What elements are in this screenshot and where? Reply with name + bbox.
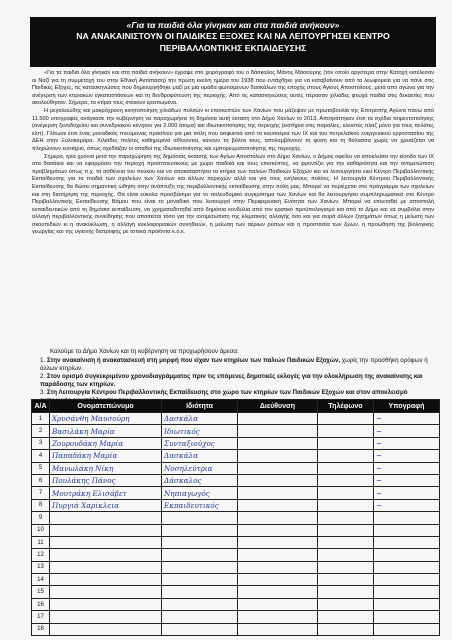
table-row	[32, 474, 440, 486]
demand-text: Στη Λειτουργία Κέντρου Περιβαλλοντικής Εκπαίδευσης στο χώρο των κτηρίων των Παιδικών Εξοχών και στον αποκλεισμό	[46, 389, 408, 396]
row-number: 5	[32, 462, 50, 474]
signer-phone	[318, 598, 374, 610]
signer-signature	[374, 611, 440, 623]
signer-address	[238, 536, 318, 548]
signer-role	[162, 549, 238, 561]
table-header-row	[32, 400, 440, 413]
signer-signature: ~	[374, 425, 440, 437]
row-number: 2	[32, 425, 50, 437]
signer-role: Νηπιαγωγός	[162, 487, 238, 499]
signer-name: Πουλάκης Πάνος	[50, 474, 162, 486]
row-number: 14	[32, 574, 50, 586]
signer-phone	[318, 413, 374, 425]
table-row	[32, 623, 440, 635]
row-number: 16	[32, 598, 50, 610]
petition-body	[32, 70, 434, 237]
signer-address	[238, 623, 318, 635]
signer-name	[50, 574, 162, 586]
demands-section	[40, 348, 432, 405]
signer-phone	[318, 536, 374, 548]
signer-signature: ~	[374, 462, 440, 474]
row-number: 9	[32, 512, 50, 524]
demand-number: 3.	[40, 389, 46, 396]
signer-name	[50, 561, 162, 573]
table-row	[32, 413, 440, 425]
signer-role	[162, 586, 238, 598]
row-number: 12	[32, 549, 50, 561]
signer-role: Δάσκαλος	[162, 474, 238, 486]
row-number: 17	[32, 611, 50, 623]
signer-address	[238, 598, 318, 610]
signer-role	[162, 611, 238, 623]
signer-name: Μανωλάκη Νίκη	[50, 462, 162, 474]
signer-name: Χρυσάνθη Μαυσούρη	[50, 413, 162, 425]
signer-phone	[318, 462, 374, 474]
signer-signature: ~	[374, 450, 440, 462]
table-row	[32, 574, 440, 586]
signer-role: Νοσηλεύτρια	[162, 462, 238, 474]
signer-signature	[374, 512, 440, 524]
signer-signature: ~	[374, 487, 440, 499]
signer-role	[162, 574, 238, 586]
col-header-name: Ονοματεπώνυμο	[50, 400, 162, 413]
signer-name	[50, 611, 162, 623]
signer-address	[238, 524, 318, 536]
signer-phone	[318, 437, 374, 449]
row-number: 15	[32, 586, 50, 598]
signer-signature	[374, 524, 440, 536]
signer-signature	[374, 561, 440, 573]
signer-name: Πυργιά Χαρίκλεια	[50, 499, 162, 511]
demands-intro: Καλούμε το Δήμο Χανίων και τη κυβέρνηση να προχωρήσουν άμεσα:	[50, 348, 239, 355]
signer-role: Εκπαιδευτικός	[162, 499, 238, 511]
signer-phone	[318, 524, 374, 536]
col-header-aa: Α/Α	[32, 400, 50, 413]
signer-signature	[374, 574, 440, 586]
table-row	[32, 611, 440, 623]
row-number: 11	[32, 536, 50, 548]
signer-phone	[318, 450, 374, 462]
signer-signature: ~	[374, 437, 440, 449]
table-row	[32, 598, 440, 610]
signer-role: Συνταξιούχος	[162, 437, 238, 449]
signature-table	[31, 399, 440, 636]
col-header-role: Ιδιότητα	[162, 400, 238, 413]
demand-text: Στην ανακαίνιση ή ανακατασκευή στη μορφή που είχαν των κτηρίων των παλιών Παιδικών Εξοχών,	[46, 357, 341, 364]
signer-role	[162, 561, 238, 573]
signer-role: Δασκάλα	[162, 450, 238, 462]
signer-phone	[318, 425, 374, 437]
row-number: 18	[32, 623, 50, 635]
demand-item	[40, 357, 432, 373]
demand-text-rest: χωρίς την προσθήκη ορόφων ή άλλων κτηρίων.	[40, 357, 428, 372]
signer-address	[238, 512, 318, 524]
signer-phone	[318, 586, 374, 598]
slogan: «Για τα παιδιά όλα γίνηκαν και στα παιδιά ανήκουν»	[126, 20, 340, 30]
paragraph: «Για τα παιδιά όλα γίνηκαν και στα παιδιά ανήκουν» έγραψε στο χειρόγραφό του ο δάσκαλος Μάνος Μασούρης (τον οποίο αργότερα στην Κατοχή εκτέλεσαν οι Ναζί για τη συμμετοχή του στην Εθνική Αντίσταση) την πρώτη εκείνη ημέρα του 1938 που εντάχθηκε για να καταβαίνουν από τα λεωφορεία για να πάνε στις Παιδικές Εξοχές, τις κατασκηνώσεις που δημιουργήθηκε μαζί με μια ομάδα φωτισμένων δασκάλων της εποχής στους Αγίους Αποστόλους, μετά από αγώνα για την ανέγερση των κτιριακών εγκαταστάσεων και τη δενδροφύτευση της περιοχής. Από τις κατασκηνώσεις αυτές πέρασαν χιλιάδες φτωχά παιδιά στις δεκαετίες που ακολούθησαν. Σήμερα, τα κτίρια τους στέκουν ερειπωμένα.	[32, 70, 434, 107]
signature-rows	[32, 413, 440, 636]
signer-signature	[374, 536, 440, 548]
row-number: 3	[32, 437, 50, 449]
signer-name	[50, 549, 162, 561]
table-row	[32, 549, 440, 561]
signer-phone	[318, 487, 374, 499]
signer-phone	[318, 623, 374, 635]
row-number: 10	[32, 524, 50, 536]
signer-role	[162, 512, 238, 524]
row-number: 13	[32, 561, 50, 573]
signer-phone	[318, 512, 374, 524]
paragraph: Σήμερα, τρία χρόνια μετά την παραχώρηση της δημόσιας έκτασης των Αγίων Αποστόλων στο Δήμο Χανίων, ο Δήμος οφείλει να αποκλείσει την είσοδο των ΙΧ στα δασάκια και να εφαρμόσει την περιοχή προστατευτικούς με χώρο παιδικά και τους επισκέπτες, να φροντίζει για την καθαριότητα και την αντιμετώπιση προβλημάτων όπως π.χ. τα ασθένεια του πεύκου και να αποκαταστήσει τα κτήρια των παλιών Παιδικών Εξοχών και να λειτουργήσει εκεί Κέντρο Περιβαλλοντικής Εκπαίδευσης για τα παιδιά των σχολείων των Χανίων και άλλων περιοχών αλλά και για τους ενήλικους πολίτες. Η λειτουργία Κέντρου Περιβαλλοντικής Εκπαίδευσης θα δώσει σημαντική ώθηση στην ανάπτυξη της περιβαλλοντικής εκπαίδευσης στην πόλη μας. Μπορεί να περιέχεται στο πρόγραμμα των σχολείων και στη διατήρηση της περιοχής. Θα είναι εύκολα προσβάσιμο για το πολεοδομικό συγκρότημα των Χανίων και θα λειτουργήσει συμπληρωματικά στο Κέντρο Περιβαλλοντικής Εκπαίδευσης Βάμου που είναι το μοναδικό που λειτουργεί στην Περιφερειακή Ενότητα των Χανίων. Μπορεί να επεκταθεί με αποστολή εκπαιδευτικών από τη δημόσια εκπαίδευση, να χρηματοδοτηθεί από δημόσια κονδύλια από τον κρατικό προϋπολογισμό και από το Δήμο και να συμβάλει στην αλλαγή περιβαλλοντικής συνείδησης που απαιτείται τόσο για την αντιμετώπιση της κλιματικής αλλαγής όσο και για σειρά άλλων ζητημάτων όπως η μείωση των σκουπιδιών κι η ανακύκλωση, η αλλαγή κυκλοφοριακών συνηθειών, η μείωση των αέριων ρύπων και η προστασία των ζώων, η προώθηση της βιολογικής γεωργίας και της υγιεινής διατροφής με τοπικά προϊόντα κ.ο.κ.	[32, 153, 434, 236]
table-row	[32, 499, 440, 511]
demand-text: Στον ορισμό συγκεκριμένου χρονοδιαγράμματος πριν τις επόμενες δημοτικές εκλογές για την ολοκλήρωση της ανακαίνισης και παράδοσης των κτηρίων.	[40, 373, 423, 388]
signer-role	[162, 524, 238, 536]
signer-role: Δασκάλα	[162, 413, 238, 425]
col-header-address: Διεύθυνση	[238, 400, 318, 413]
paragraph: Η μεγαλειώδης και μακρόχρονη κινητοποίηση χιλιάδων πολιτών κι επισκεπτών των Χανίων που μάζεψαν με πρωτοβουλία της Επιτροπής Αγώνα πάνω από 11.500 υπογραφές ανάγκασε την κυβέρνηση να παραχωρήσει τη δημόσια αυτή έκταση στο Δήμο Χανίων το 2013. Αποτράπηκαν έτσι τα σχέδια τσιμεντοποίησης (ανέγερση ξενοδοχείου και συνεδριακού κέντρου για 2.000 άτομα) και ιδιωτικοποίησης της περιοχής (ειστήρια στις παραλίες, κλειστές πλαζ μόνο για τους πελάτες κλπ). Γλίτωσε έτσι ένας μοναδικός πνεύμονας πρασίνου για μια πόλη που ασφυκτιά από τα καυσαέρια των ΙΧ και του πετρελαϊκού ενεργειακού εργοστασίου της ΔΕΗ στην Ξυλοκαμάρα. Χιλιάδες πολίτες καθημερινά αθλούνται, κάνουν τη βόλτα τους, απολαμβάνουν τη φύση και τη θάλασσα χωρίς να χρειάζεται να πληρώνουν εισιτήριο, όπως σχεδίαζαν οι οπαδοί της ιδιωτικοποίησης και εμπορευματοποίησης της περιοχής.	[32, 107, 434, 152]
signer-name	[50, 536, 162, 548]
row-number: 6	[32, 474, 50, 486]
signer-name	[50, 598, 162, 610]
signer-address	[238, 450, 318, 462]
signer-address	[238, 561, 318, 573]
signer-phone	[318, 574, 374, 586]
signer-role	[162, 598, 238, 610]
signer-name	[50, 512, 162, 524]
table-row	[32, 536, 440, 548]
signer-role: Ιδιωτικός	[162, 425, 238, 437]
signer-signature	[374, 623, 440, 635]
signer-role	[162, 536, 238, 548]
signer-name: Βασιλάκη Μαρία	[50, 425, 162, 437]
signer-address	[238, 611, 318, 623]
signer-address	[238, 462, 318, 474]
signer-address	[238, 549, 318, 561]
signer-signature	[374, 586, 440, 598]
signer-signature: ~	[374, 413, 440, 425]
signer-address	[238, 586, 318, 598]
signer-address	[238, 474, 318, 486]
signer-phone	[318, 549, 374, 561]
signer-address	[238, 487, 318, 499]
table-row	[32, 586, 440, 598]
table-row	[32, 524, 440, 536]
demand-number: 1.	[40, 357, 46, 364]
signer-address	[238, 574, 318, 586]
row-number: 8	[32, 499, 50, 511]
signer-address	[238, 413, 318, 425]
table-row	[32, 425, 440, 437]
table-row	[32, 561, 440, 573]
signer-name	[50, 524, 162, 536]
col-header-phone: Τηλέφωνο	[318, 400, 374, 413]
signer-signature: ~	[374, 474, 440, 486]
demand-item	[40, 373, 432, 389]
demand-number: 2.	[40, 373, 46, 380]
table-row	[32, 512, 440, 524]
col-header-signature: Υπογραφή	[374, 400, 440, 413]
signer-address	[238, 499, 318, 511]
signer-name	[50, 586, 162, 598]
table-row	[32, 487, 440, 499]
signer-name: Μουτράκη Ελισάβετ	[50, 487, 162, 499]
signer-signature	[374, 598, 440, 610]
title-banner	[30, 17, 436, 67]
table-row	[32, 437, 440, 449]
signer-signature	[374, 549, 440, 561]
signer-signature: ~	[374, 499, 440, 511]
signer-phone	[318, 611, 374, 623]
signer-name: Παπαδάκη Μαρία	[50, 450, 162, 462]
signer-name	[50, 623, 162, 635]
row-number: 1	[32, 413, 50, 425]
table-row	[32, 450, 440, 462]
title-line-2: ΠΕΡΙΒΑΛΛΟΝΤΙΚΗΣ ΕΚΠΑΙΔΕΥΣΗΣ	[159, 42, 307, 53]
signer-address	[238, 437, 318, 449]
signer-address	[238, 425, 318, 437]
row-number: 4	[32, 450, 50, 462]
signer-name: Ζουρουδάκη Μαρία	[50, 437, 162, 449]
signer-phone	[318, 561, 374, 573]
signer-phone	[318, 499, 374, 511]
row-number: 7	[32, 487, 50, 499]
title-line-1: ΝΑ ΑΝΑΚΑΙΝΙΣΤΟΥΝ ΟΙ ΠΑΙΔΙΚΕΣ ΕΞΟΧΕΣ ΚΑΙ ΝΑ ΛΕΙΤΟΥΡΓΗΣΕΙ ΚΕΝΤΡΟ	[76, 31, 390, 41]
signer-role	[162, 623, 238, 635]
table-row	[32, 462, 440, 474]
signer-phone	[318, 474, 374, 486]
